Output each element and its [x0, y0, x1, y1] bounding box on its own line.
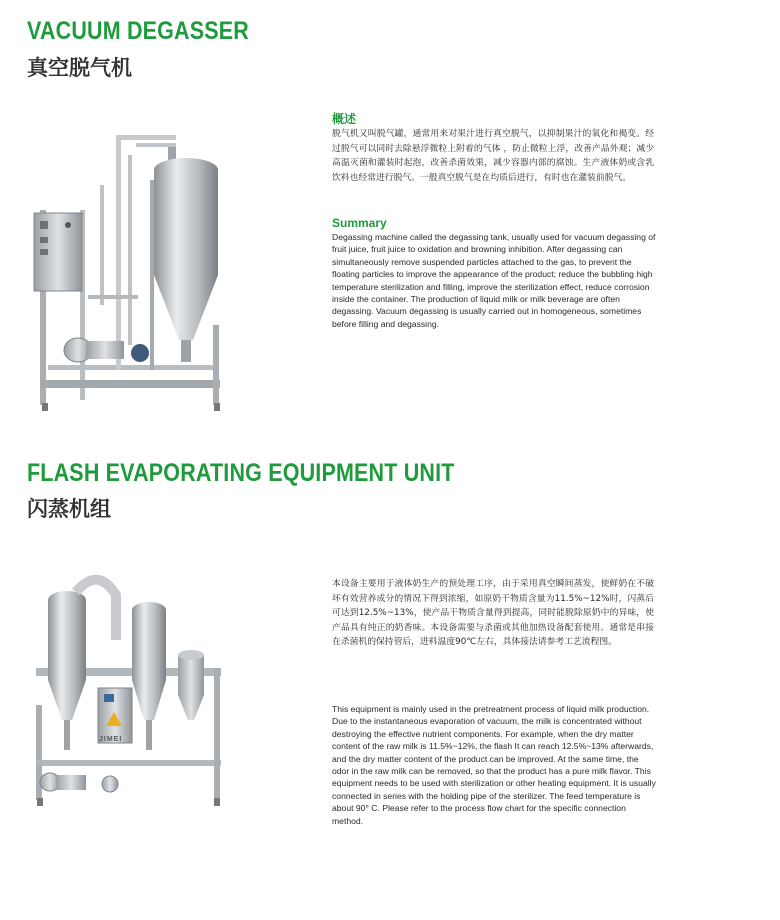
vacuum-degasser-title-en: VACUUM DEGASSER: [27, 17, 249, 45]
flash-evaporating-unit-image: [28, 570, 233, 815]
overview-heading: 概述: [332, 112, 357, 126]
flash-evaporating-title-en: FLASH EVAPORATING EQUIPMENT UNIT: [27, 459, 455, 487]
flash-evaporating-text-en: This equipment is mainly used in the pretreatment process of liquid milk production. Due to the instantaneous evaporation of vacuum, the milk is concentrated without destroying the effective nutrient components. For example, when the dry matter content of the raw milk is 11.5%~12%, the flash It can reach 12.5%~13% afterwards, and the dry matter content of the product can be improved. At the same time, the odor in the raw milk can be removed, so that the product has a pure milk flavor. This equipment needs to be used with sterilization or other heating equipment. It is usually connected in series with the holding pipe of the sterilizer. The feed temperature is about 90° C. Please refer to the process flow chart for the specific connection method.: [332, 704, 656, 826]
flash-evaporating-title-cn: 闪蒸机组: [27, 497, 111, 521]
summary-text: Degassing machine called the degassing tank, usually used for vacuum degassing of fruit juice, fruit juice to oxidation and browning inhibition. After degassing can simultaneously remove suspended particles attached to the gas, to prevent the floating particles to improve the appearance of the product; reduce the bubbling high temperature sterilization and filling, improve the sterilization effect, reduce corrosion inside the container. The production of liquid milk or milk beverage are often degassing. Vacuum degassing is usually carried out in homogeneous, sometimes before filling and degassing.: [332, 232, 656, 329]
machine-brand-label: JIMEI: [99, 736, 123, 743]
overview-text: 脱气机又叫脱气罐，通常用来对果汁进行真空脱气，以抑制果汁的氧化和褐变。经过脱气可以同时去除悬浮微粒上附着的气体 ，防止微粒上浮，改善产品外观；减少高温灭菌和灌装时起泡，改善杀菌效果，减少容器内部的腐蚀。生产液体奶或含乳饮料也经常进行脱气。一般真空脱气是在均质后进行，有时也在灌装前脱气。: [332, 129, 654, 183]
flash-evaporating-text-cn: 本设备主要用于液体奶生产的预处理工序，由于采用真空瞬间蒸发，使鲜奶在不破坏有效营养成分的情况下得到浓缩，如原奶干物质含量为11.5%~12%时，闪蒸后可达到12.5%~13%，使产品干物质含量得到提高，同时能脱除原奶中的异味，使产品具有纯正的奶香味。本设备需要与杀菌或其他加热设备配套使用。通常是串接在杀菌机的保持管后，进料温度90℃左右，具体接法请参考工艺流程图。: [332, 579, 654, 648]
summary-heading: Summary: [332, 216, 387, 230]
vacuum-degasser-machine-image: [28, 125, 238, 415]
vacuum-degasser-title-cn: 真空脱气机: [27, 56, 132, 80]
